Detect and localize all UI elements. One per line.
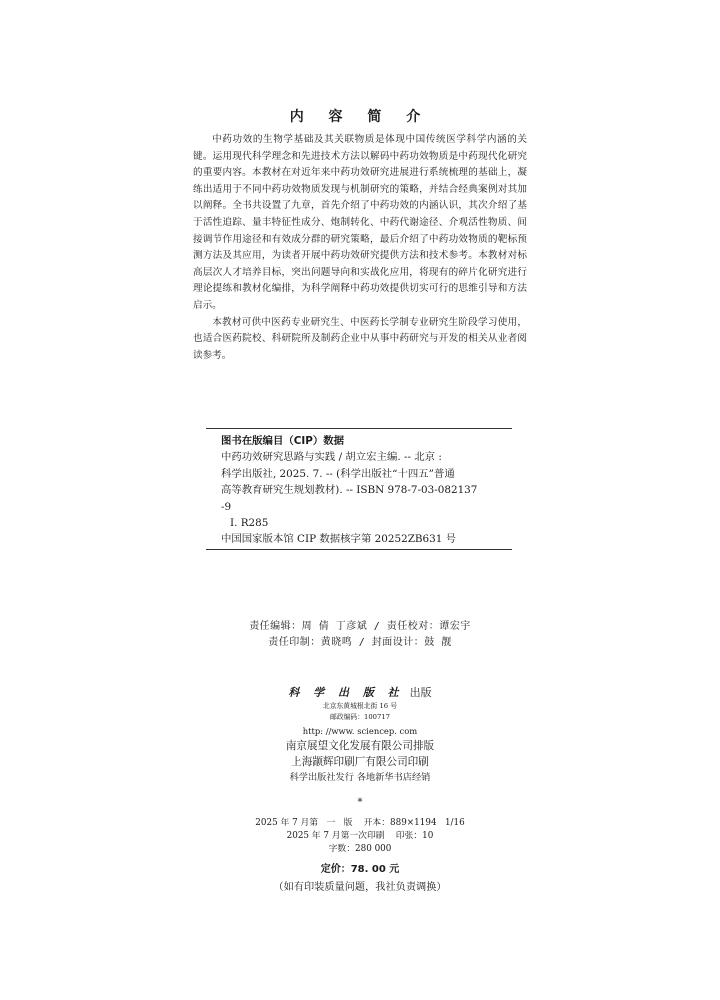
cip-record: 中国国家版本馆 CIP 数据核字第 20252ZB631 号 (221, 533, 457, 546)
edition-line-2: 2025 年 7 月第一次印刷 印张：10 (286, 831, 434, 842)
publisher-address: 北京东黄城根北街 16 号 (322, 702, 398, 710)
summary-body (193, 132, 527, 364)
cip-line-1: 中药功效研究思路与实践 / 胡立宏主编. -- 北京 : (221, 451, 442, 464)
edition-line-1: 2025 年 7 月第 一 版 开本：889×1194 1/16 (255, 818, 465, 828)
quality-notice: （如有印装质量问题，我社负责调换） (273, 882, 447, 893)
cip-line-3: 高等教育研究生规划教材). -- ISBN 978-7-03-082137 (221, 484, 478, 497)
cip-line-2: 科学出版社, 2025. 7. -- (科学出版社“十四五”普通 (221, 467, 455, 480)
cip-block (221, 433, 501, 548)
publisher-logo-line (0, 685, 720, 701)
distribution: 科学出版社发行 各地新华书店经销 (289, 772, 431, 783)
price: 定价：78. 00 元 (320, 864, 400, 875)
credits-production: 责任印制：黄晓鸣 / 封面设计：鼓 靓 (268, 636, 452, 648)
summary-paragraph-1: 中药功效的生物学基础及其关联物质是体现中国传统医学科学内涵的关键。运用现代科学理念和先进技术方法以解码中药功效物质是中药现代化研究的重要内容。本教材在对近年来中药功效研究进展进行系统梳理的基础上，凝练出适用于不同中药功效物质发现与机制研究的策略，并结合经典案例对其加以阐释。全书共设置了九章，首先介绍了中药功效的内涵认识，其次介绍了基于活性追踪、量丰特征性成分、炮制转化、中药代谢途径、介观活性物质、间接调节作用途径和有效成分群的研究策略，最后介绍了中药功效物质的靶标预测方法及其应用，为读者开展中药功效研究提供方法和技术参考。本教材对标高层次人才培养目标，突出问题导向和实战化应用，将现有的碎片化研究进行理论提练和教材化编排，为科学阐释中药功效提供切实可行的思维引导和方法启示。 (193, 134, 527, 311)
publisher-block (0, 685, 720, 785)
typesetter: 南京展望文化发展有限公司排版 (285, 740, 435, 752)
publisher-suffix: 出版 (409, 686, 432, 699)
cip-classification: Ⅰ. R285 (230, 517, 269, 530)
summary-paragraph-2: 本教材可供中医药专业研究生、中医药长学制专业研究生阶段学习使用，也适合医药院校、科研院所及制药企业中从事中药研究与开发的相关从业者阅读参考。 (193, 316, 527, 361)
cip-bottom-rule (206, 549, 512, 550)
credits-editors: 责任编辑：周 倩 丁彦斌 / 责任校对：谭宏宇 (249, 621, 471, 632)
cip-line-4: -9 (221, 500, 232, 513)
summary-title: 内 容 简 介 (289, 109, 431, 125)
cip-top-rule (206, 428, 512, 429)
publisher-logo: 科 学 出 版 社 (288, 686, 404, 699)
edition-info (0, 817, 720, 857)
credits (0, 619, 720, 650)
publisher-url: http: //www. sciencep. com (302, 726, 418, 736)
edition-line-3: 字数：280 000 (328, 844, 392, 855)
separator-star: * (357, 797, 363, 808)
publisher-postcode: 邮政编码：100717 (330, 712, 390, 721)
printer: 上海颛辉印刷厂有限公司印刷 (291, 756, 429, 768)
cip-heading: 图书在版编目（CIP）数据 (221, 435, 345, 447)
